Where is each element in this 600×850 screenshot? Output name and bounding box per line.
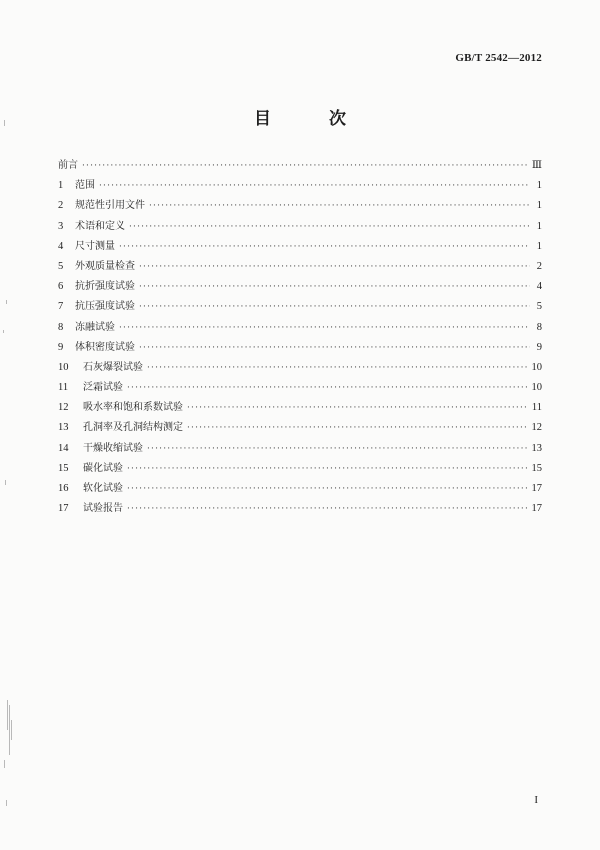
toc-entry-page: 1 [536, 220, 542, 232]
toc-entry-number: 3 [58, 220, 64, 232]
dot-leader [147, 358, 528, 378]
toc-entry-page: 8 [536, 321, 542, 333]
toc-entry[interactable] [58, 479, 542, 499]
toc-entry-page: 1 [536, 200, 542, 212]
toc-entry[interactable] [58, 439, 542, 459]
toc-entry-number: 15 [58, 462, 69, 474]
toc-entry-page: 17 [531, 483, 542, 494]
toc-entry-number: 11 [58, 382, 69, 394]
dot-leader [127, 459, 528, 479]
dot-leader [139, 338, 530, 358]
toc-entry[interactable] [58, 398, 542, 418]
toc-entry[interactable] [58, 277, 542, 297]
toc-entry-number: 10 [58, 361, 69, 373]
standard-code: GB/T 2542—2012 [455, 52, 542, 64]
table-of-contents [58, 156, 542, 519]
toc-entry-number: 7 [58, 301, 64, 313]
toc-entry-number: 1 [58, 180, 64, 192]
toc-entry-label: 外观质量检查 [75, 260, 135, 272]
toc-entry-page: 13 [531, 442, 542, 454]
toc-entry-label: 软化试验 [83, 483, 123, 494]
toc-entry-label: 范围 [75, 180, 95, 192]
toc-entry[interactable] [58, 196, 542, 216]
toc-entry-page: 15 [531, 462, 542, 474]
toc-entry-page: 4 [536, 281, 542, 293]
toc-entry[interactable] [58, 257, 542, 277]
toc-entry-number: 9 [58, 341, 64, 353]
toc-entry-page: 11 [531, 402, 542, 414]
toc-entry[interactable] [58, 378, 542, 398]
toc-entry-number: 4 [58, 240, 64, 252]
dot-leader [127, 378, 528, 398]
dot-leader [149, 196, 530, 216]
dot-leader [139, 277, 530, 297]
toc-entry[interactable] [58, 237, 542, 257]
dot-leader [187, 398, 528, 418]
toc-entry[interactable] [58, 217, 542, 237]
toc-entry-label: 尺寸测量 [75, 240, 115, 252]
dot-leader [139, 257, 530, 277]
toc-entry-number: 2 [58, 200, 64, 212]
toc-entry-page: 10 [531, 361, 542, 373]
toc-entry-page: 5 [536, 301, 542, 313]
toc-entry-page: 2 [536, 260, 542, 272]
toc-entry-page: 17 [531, 503, 542, 515]
toc-entry[interactable] [58, 156, 542, 176]
toc-entry-label: 抗压强度试验 [75, 301, 135, 313]
toc-entry-page: 9 [536, 341, 542, 353]
toc-entry[interactable] [58, 499, 542, 519]
toc-entry-label: 术语和定义 [75, 220, 125, 232]
toc-entry-page: 1 [536, 180, 542, 192]
toc-entry-label: 泛霜试验 [83, 382, 123, 394]
toc-entry-number: 17 [58, 503, 69, 515]
toc-entry-page: 1 [536, 240, 542, 252]
toc-entry[interactable] [58, 318, 542, 338]
toc-entry[interactable] [58, 176, 542, 196]
dot-leader [99, 176, 530, 196]
toc-entry-label: 试验报告 [83, 503, 123, 515]
toc-entry-label: 干燥收缩试验 [83, 442, 143, 454]
toc-entry-number: 5 [58, 260, 64, 272]
dot-leader [127, 479, 528, 499]
toc-entry-number: 6 [58, 281, 64, 293]
toc-entry-label: 孔洞率及孔洞结构测定 [83, 422, 183, 434]
toc-entry-number: 13 [58, 422, 69, 434]
page-number: I [534, 794, 538, 806]
toc-entry-label: 前言 [58, 160, 78, 171]
toc-entry[interactable] [58, 338, 542, 358]
toc-entry[interactable] [58, 459, 542, 479]
toc-entry[interactable] [58, 418, 542, 438]
toc-entry[interactable] [58, 358, 542, 378]
toc-title: 目 次 [254, 109, 372, 129]
dot-leader [119, 237, 530, 257]
toc-entry-label: 体积密度试验 [75, 341, 135, 353]
toc-entry-label: 冻融试验 [75, 321, 115, 333]
dot-leader [139, 297, 530, 317]
toc-entry-label: 石灰爆裂试验 [83, 361, 143, 373]
toc-entry-number: 14 [58, 442, 69, 454]
toc-entry-label: 抗折强度试验 [75, 281, 135, 293]
dot-leader [129, 217, 530, 237]
toc-entry-number: 8 [58, 321, 64, 333]
toc-entry-label: 碳化试验 [83, 462, 123, 474]
dot-leader [119, 318, 530, 338]
toc-entry-label: 规范性引用文件 [75, 200, 145, 212]
toc-entry-page: Ⅲ [531, 160, 542, 171]
toc-entry-number: 16 [58, 483, 69, 494]
dot-leader [147, 439, 528, 459]
toc-entry-page: 10 [531, 382, 542, 394]
dot-leader [127, 499, 528, 519]
dot-leader [82, 156, 528, 176]
toc-entry-number: 12 [58, 402, 69, 414]
toc-entry-label: 吸水率和饱和系数试验 [83, 402, 183, 414]
toc-entry[interactable] [58, 297, 542, 317]
toc-entry-page: 12 [531, 422, 542, 434]
dot-leader [187, 418, 528, 438]
